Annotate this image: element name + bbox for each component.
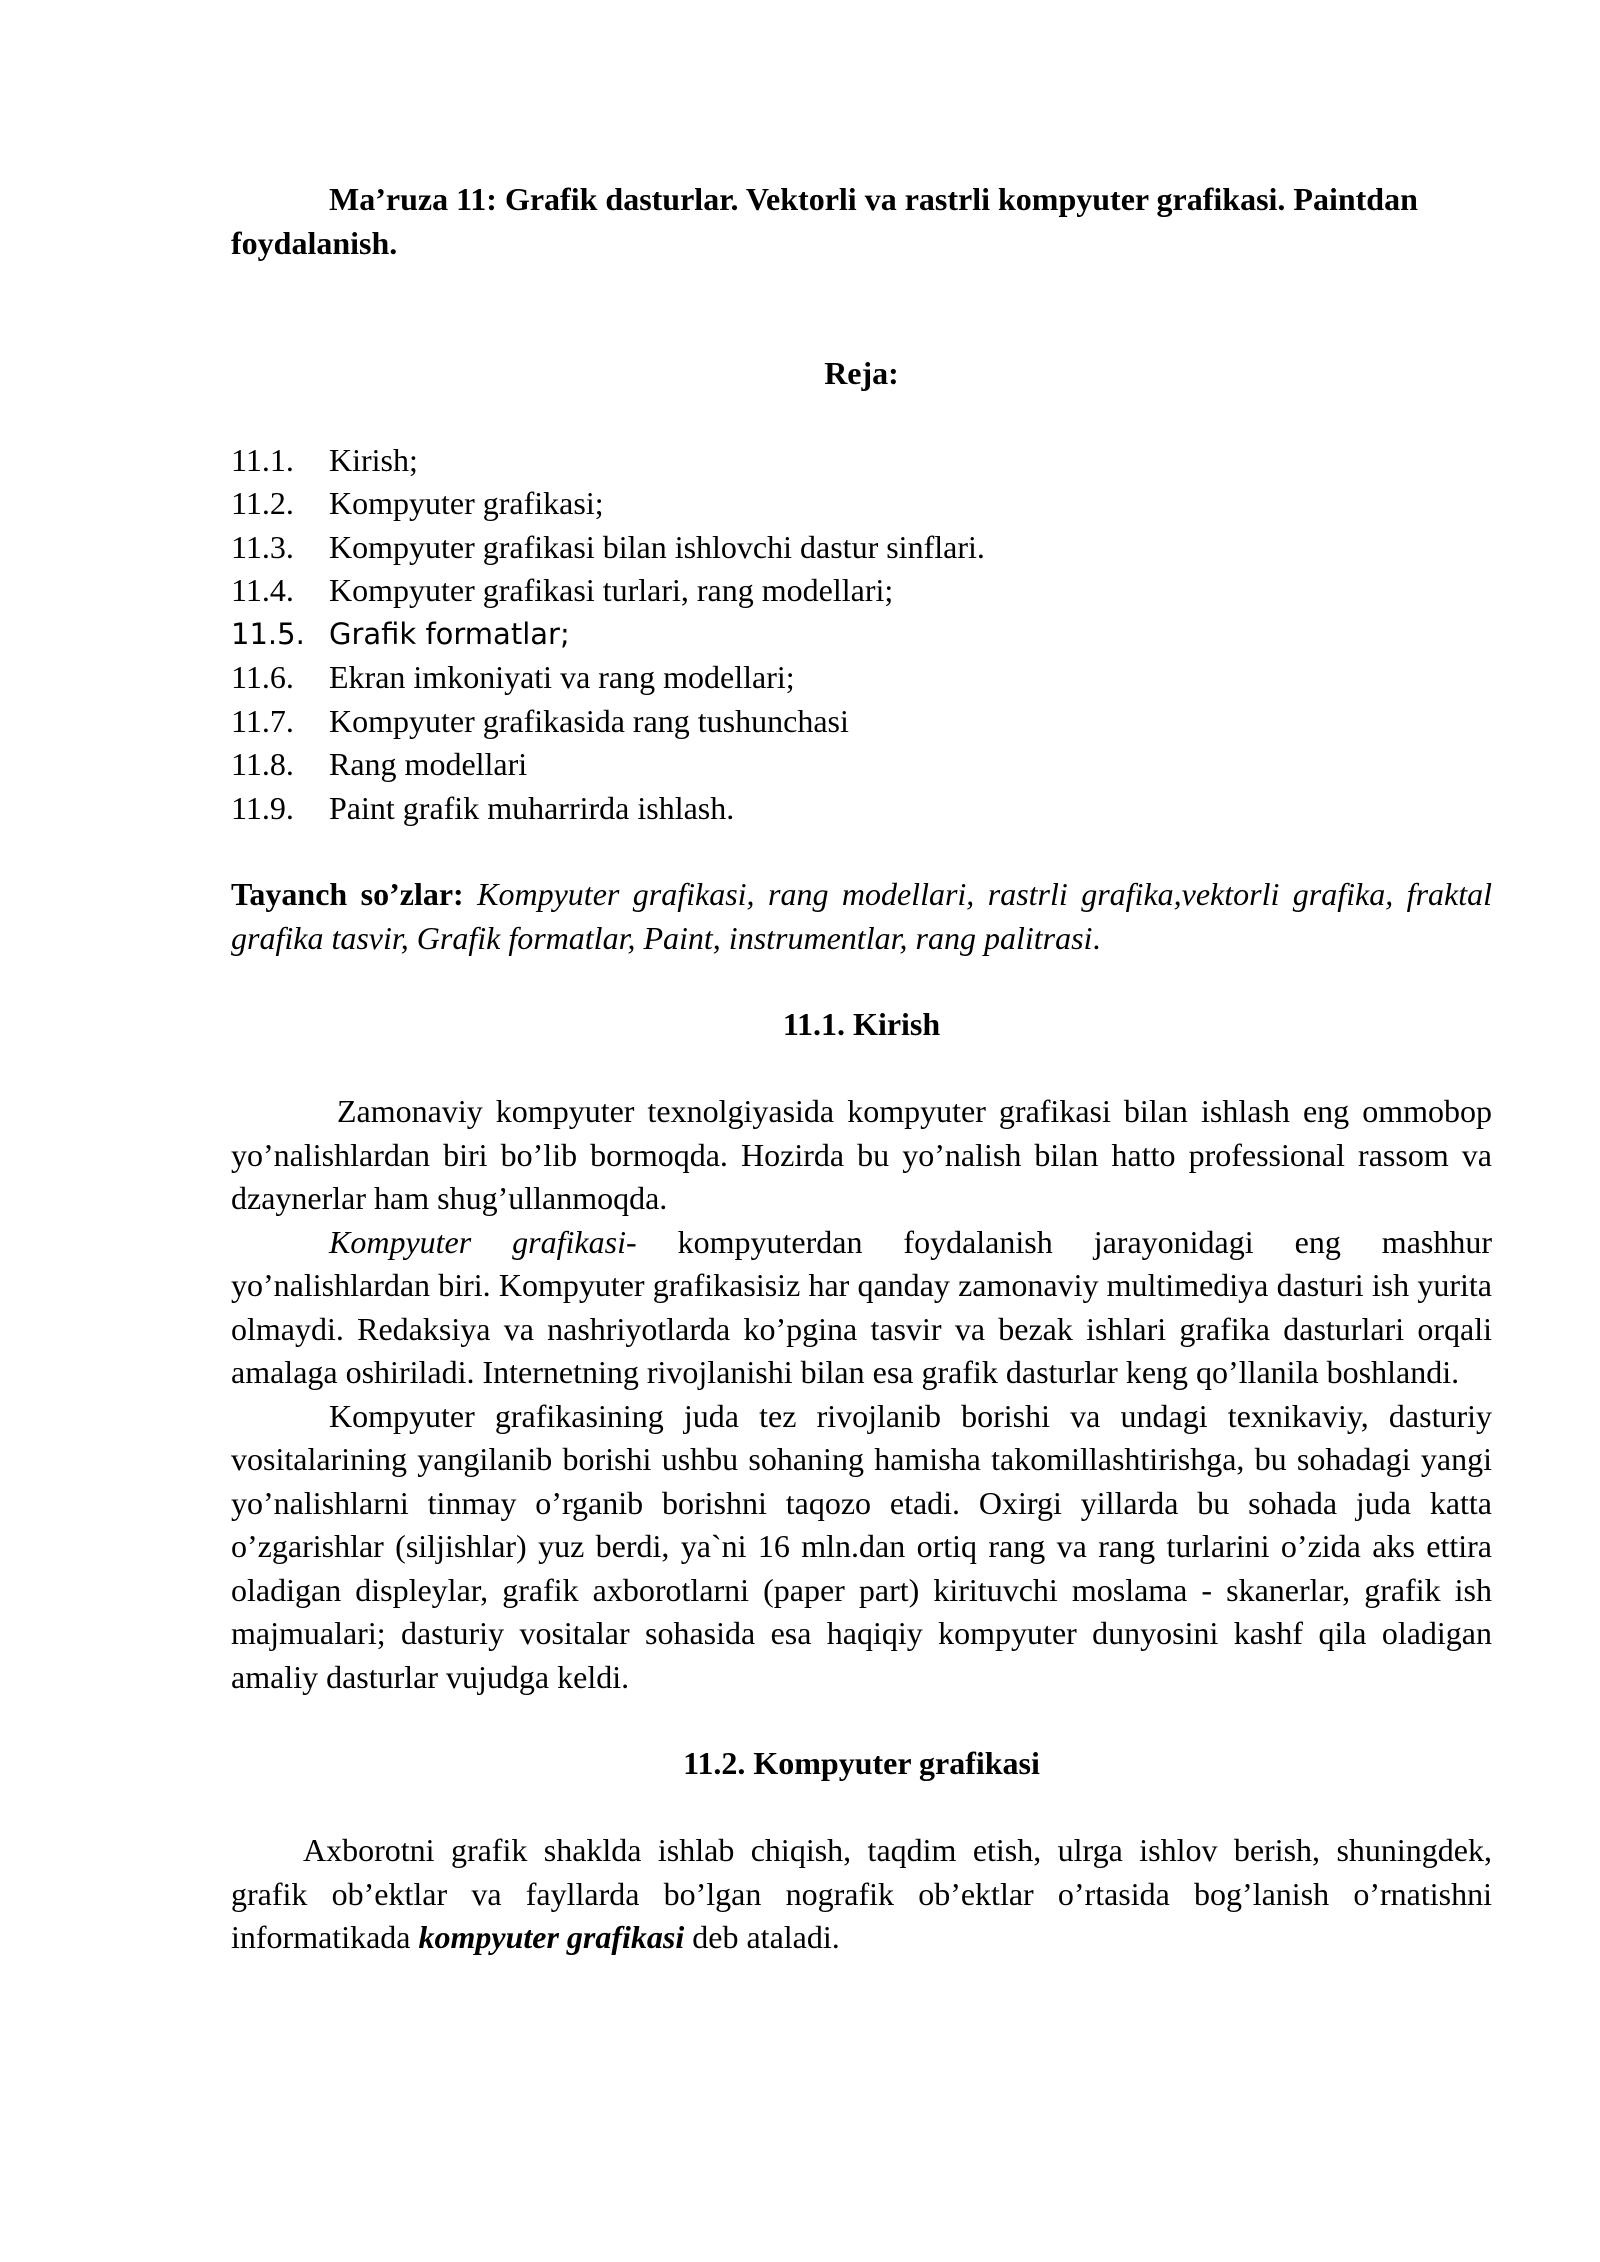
plan-item <box>231 482 1492 526</box>
plan-item-number: 11.6. <box>231 659 294 695</box>
plan-item-number: 11.2. <box>231 485 294 521</box>
term-italic: Kompyuter grafikasi <box>329 1223 626 1260</box>
keywords-text: Kompyuter grafikasi, rang modellari, rastrli grafika,vektorli grafika, fraktal grafika tasvir, Grafik formatlar, Paint, instrumentlar, rang palitrasi <box>231 876 1493 956</box>
body-paragraph: Zamonaviy kompyuter texnolgiyasida kompyuter grafikasi bilan ishlash eng ommobop yo’nalishlardan biri bo’lib bormoqda. Hozirda bu yo’nalish bilan hatto professional rassom va dzaynerlar ham shug’ullanmoqda. <box>231 1093 1492 1216</box>
keywords-label: Tayanch so’zlar: <box>231 876 464 912</box>
document-page <box>231 178 1492 1960</box>
plan-item <box>231 700 1492 744</box>
plan-item-label: Kompyuter grafikasida rang tushunchasi <box>329 702 849 739</box>
paragraph-text: Axborotni grafik shaklda ishlab chiqish, taqdim etish, ulrga ishlov berish, shuningdek, grafik ob’ektlar va fayllarda bo’lgan nografik ob’ektlar o’rtasida bog’lanish o’rnatishni informatikada <box>231 1832 1492 1955</box>
plan-item-label: Kirish; <box>329 441 418 478</box>
plan-list <box>231 439 1492 831</box>
plan-item <box>231 787 1492 831</box>
plan-item-number: 11.5. <box>231 616 305 651</box>
plan-item-number: 11.9. <box>231 789 294 826</box>
keywords-paragraph <box>231 873 1492 960</box>
plan-item-number: 11.4. <box>231 572 294 608</box>
paragraph-text: - kompyuterdan foydalanish jarayonidagi eng mashhur yo’nalishlardan biri. Kompyuter grafikasisiz har qanday zamonaviy multimediya dasturi ish yurita olmaydi. Redaksiya va nashriyotlarda ko’pgina tasvir va bezak ishlari grafika dasturlari orqali amalaga oshiriladi. Internetning rivojlanishi bilan esa grafik dasturlar keng qo’llanila boshlandi. <box>231 1223 1493 1390</box>
spacer <box>231 1047 1492 1091</box>
body-paragraph: Kompyuter grafikasining juda tez rivojlanib borishi va undagi texnikaviy, dasturiy vositalarining yangilanib borishi ushbu sohaning hamisha takomillashtirishga, bu sohadagi yangi yo’nalishlarni tinmay o’rganib borishni taqozo etadi. Oxirgi yillarda bu sohada juda katta o’zgarishlar (siljishlar) yuz berdi, ya`ni 16 mln.dan ortiq rang va rang turlarini o’zida aks ettira oladigan displeylar, grafik axborotlarni (paper part) kirituvchi moslama - skanerlar, grafik ish majmualari; dasturiy vositalar sohasida esa haqiqiy kompyuter dunyosini kashf qila oladigan amaliy dasturlar vujudga keldi. <box>231 1397 1492 1695</box>
plan-item-label: Ekran imkoniyati va rang modellari; <box>329 659 795 695</box>
paragraph-text: deb ataladi. <box>684 1919 840 1955</box>
body-paragraph <box>231 1829 1492 1960</box>
plan-item <box>231 439 1492 483</box>
plan-item-label: Kompyuter grafikasi; <box>329 485 604 521</box>
section-heading-kirish: 11.1. Kirish <box>782 1006 941 1042</box>
term-bold-italic: kompyuter grafikasi <box>418 1919 685 1955</box>
plan-item-label: Paint grafik muharrirda ishlash. <box>329 789 735 826</box>
section-heading-kompyuter-grafikasi: 11.2. Kompyuter grafikasi <box>683 1745 1040 1781</box>
keywords-end: . <box>1092 919 1101 956</box>
plan-item-label: Kompyuter grafikasi bilan ishlovchi dastur sinflari. <box>329 528 985 565</box>
plan-item-number: 11.8. <box>231 746 294 782</box>
plan-item-number: 11.3. <box>231 528 294 565</box>
body-paragraph <box>231 1221 1492 1395</box>
plan-item-number: 11.1. <box>231 441 294 478</box>
plan-item <box>231 743 1492 787</box>
plan-item-number: 11.7. <box>231 702 294 739</box>
spacer <box>231 1786 1492 1830</box>
plan-heading: Reja: <box>824 355 899 391</box>
plan-item-label: Grafik formatlar; <box>329 616 570 651</box>
plan-item-label: Kompyuter grafikasi turlari, rang modellari; <box>329 572 894 608</box>
plan-item <box>231 613 1492 657</box>
plan-item-label: Rang modellari <box>329 746 528 782</box>
plan-item <box>231 656 1492 700</box>
plan-item <box>231 569 1492 613</box>
lecture-title: Ma’ruza 11: Grafik dasturlar. Vektorli va rastrli kompyuter grafikasi. Paintdan foydalanish. <box>231 181 1418 261</box>
plan-item <box>231 526 1492 570</box>
